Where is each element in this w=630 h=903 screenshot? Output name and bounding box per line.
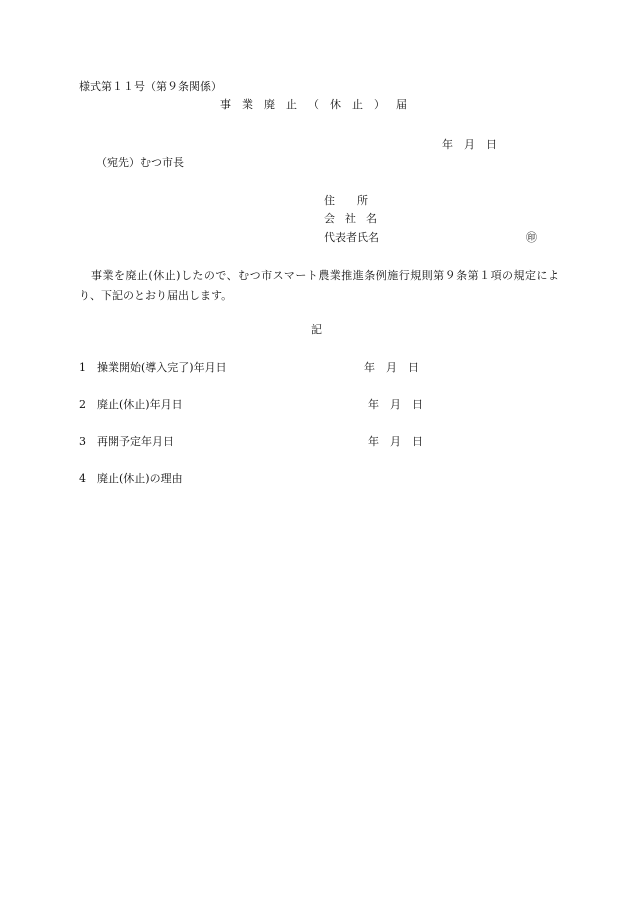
item-abolition-reason-label: 4 廃止(休止)の理由 [79,472,183,485]
document-title: 事業廃止（休止）届 [220,98,418,111]
company-name-label: 会社名 [324,212,387,225]
seal-mark: ㊞ [526,231,537,244]
item-abolition-date-label: 2 廃止(休止)年月日 [79,398,183,411]
form-number: 様式第１１号（第９条関係） [79,80,222,93]
addressee: （宛先）むつ市長 [96,156,184,169]
item-operation-start-date: 年 月 日 [364,361,419,374]
address-label: 住所 [324,194,390,207]
submission-date: 年 月 日 [442,138,497,151]
item-resume-date-label: 3 再開予定年月日 [79,435,174,448]
representative-name-label: 代表者氏名 [324,231,379,244]
ki-heading: 記 [311,323,322,336]
item-operation-start-label: 1 操業開始(導入完了)年月日 [79,361,227,374]
item-resume-date: 年 月 日 [368,435,423,448]
item-abolition-date: 年 月 日 [368,398,423,411]
notification-body: 事業を廃止(休止)したので、むつ市スマート農業推進条例施行規則第９条第１項の規定により、下記のとおり届出します。 [79,269,559,302]
